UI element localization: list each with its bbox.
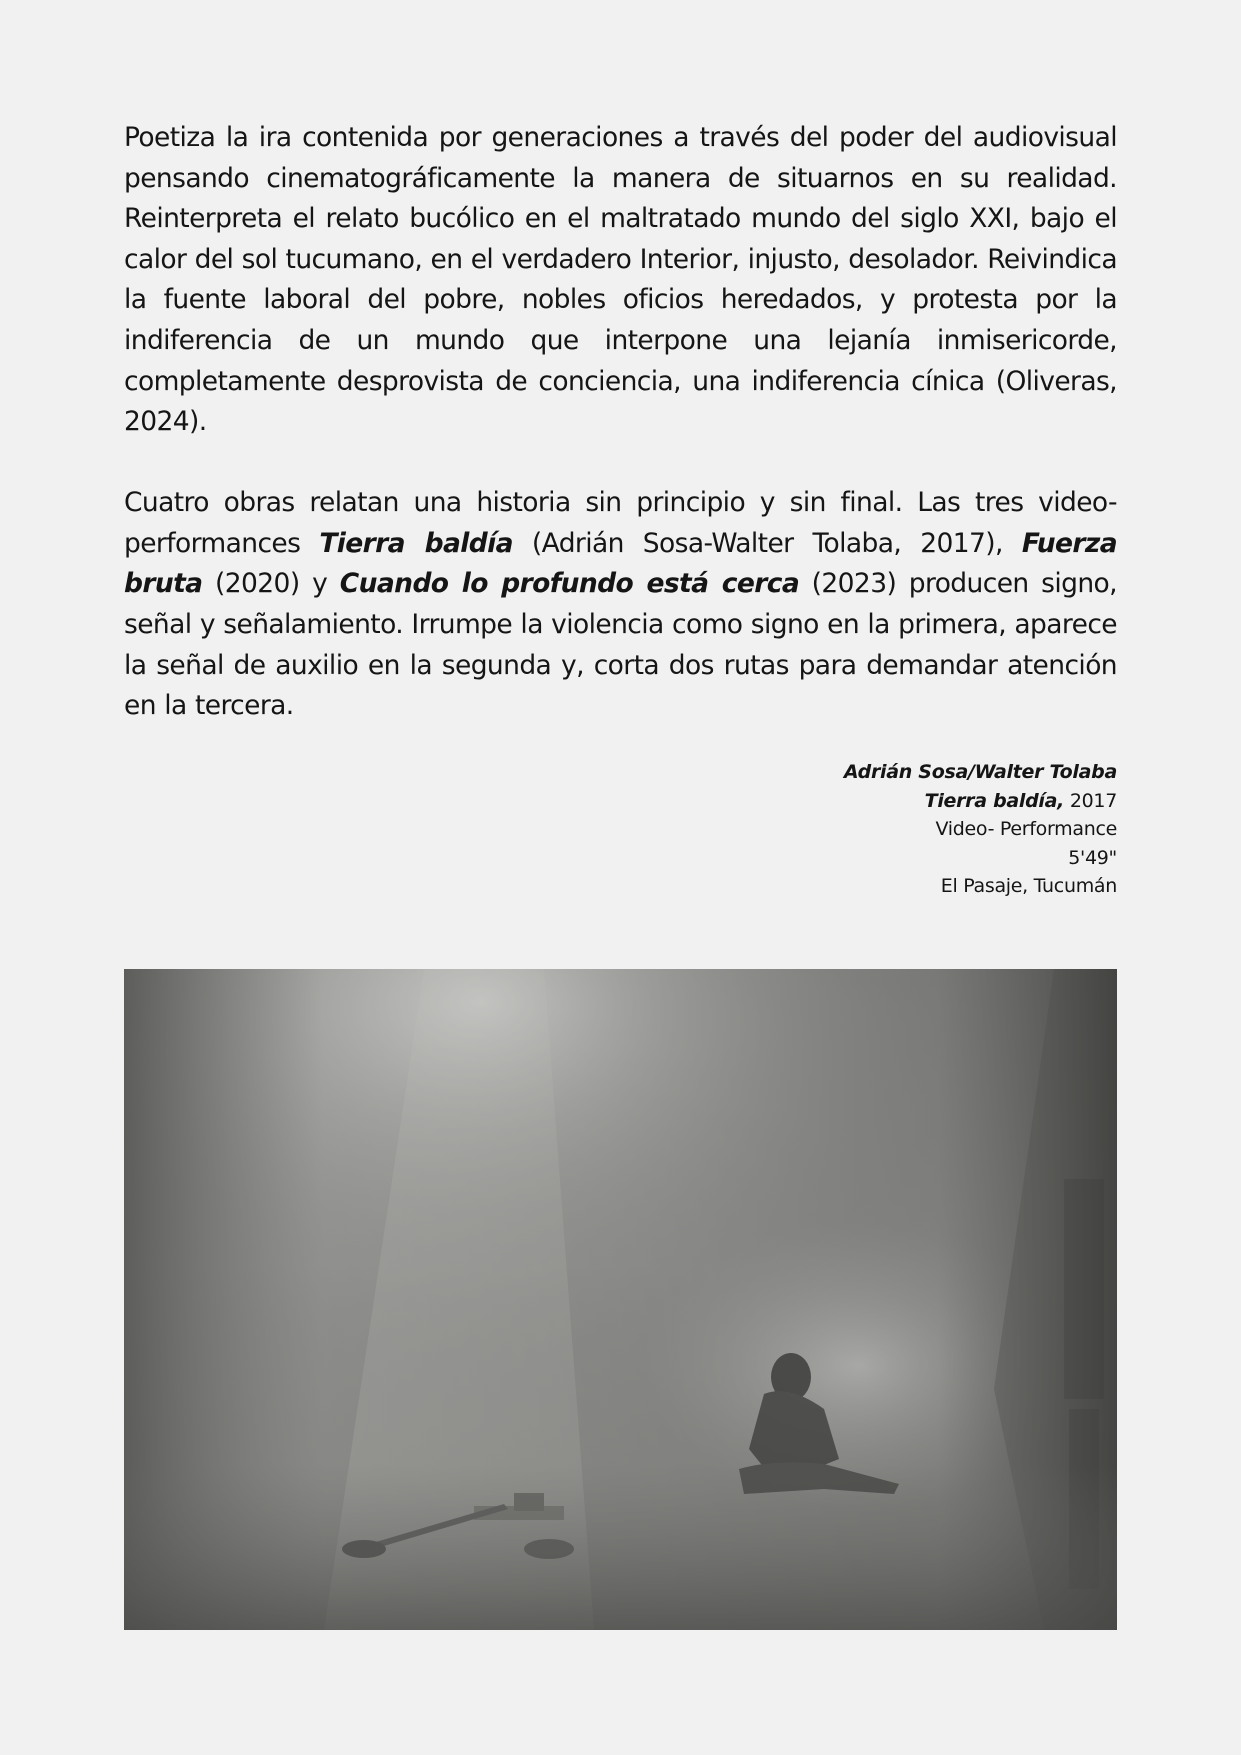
caption-duration: 5'49": [1068, 846, 1117, 869]
paragraph-2-intro: Cuatro obras relatan una historia sin principio y sin final. Las tres video-performances: [124, 487, 1117, 559]
paragraph-2-work2-info: (2020) y: [202, 568, 340, 600]
paragraph-2-work3-info: (2023) producen signo, señal y señalamiento. Irrumpe la violencia como signo en la primera, aparece la señal de auxilio en la segunda y, corta dos rutas para demandar atención en la tercera.: [124, 568, 1117, 722]
document-page: [124, 118, 1117, 897]
work-title-cuando-lo-profundo: Cuando lo profundo está cerca: [339, 568, 800, 600]
caption-title-line: [844, 787, 1117, 816]
paragraph-1: Poetiza la ira contenida por generaciones a través del poder del audiovisual pensando cinematográficamente la manera de situarnos en su realidad. Reinterpreta el relato bucólico en el maltratado mundo del siglo XXI, bajo el calor del sol tucumano, en el verdadero Interior, injusto, desolador. Reivindica la fuente laboral del pobre, nobles oficios heredados, y protesta por la indiferencia de un mundo que interpone una lejanía inmisericorde, completamente desprovista de conciencia, una indiferencia cínica (Oliveras, 2024).: [124, 122, 1117, 438]
artwork-caption: [844, 758, 1117, 901]
artwork-photo: [124, 969, 1117, 1630]
paragraph-2: [124, 483, 1117, 727]
work-title-fuerza-bruta: Fuerza bruta: [124, 527, 1117, 600]
work-title-tierra-baldia: Tierra baldía: [319, 527, 513, 559]
foggy-room-figure-image: [124, 969, 1117, 1630]
caption-year: 2017: [1064, 789, 1117, 812]
paragraph-2-work1-info: (Adrián Sosa-Walter Tolaba, 2017),: [512, 527, 1022, 559]
caption-location: El Pasaje, Tucumán: [940, 875, 1117, 897]
caption-author: Adrián Sosa/Walter Tolaba: [843, 761, 1117, 783]
caption-title: Tierra baldía,: [924, 789, 1065, 812]
caption-medium: Video- Performance: [935, 818, 1117, 840]
